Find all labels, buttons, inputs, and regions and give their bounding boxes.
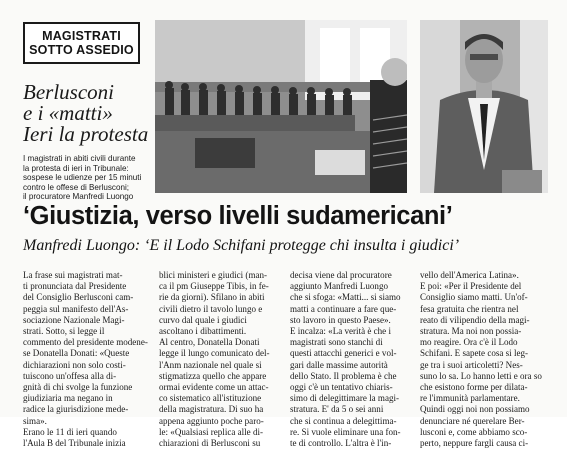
article-line: co sistematico all'istituzione <box>159 393 262 404</box>
article-line: La frase sui magistrati mat- <box>23 270 123 280</box>
caption-line: il procuratore Manfredi Luongo <box>23 192 134 202</box>
article-line: vello dell'America Latina». <box>420 270 519 280</box>
article-line: che esistono forme per dilata- <box>420 382 528 393</box>
kicker-line-1: MAGISTRATI <box>42 29 121 43</box>
article-line: sto lavoro in questo Paese». <box>290 314 391 325</box>
article-column-3 <box>290 270 417 449</box>
article-line: giudiziaria ma negano in <box>23 393 113 404</box>
article-line: fesa gratuita che rientra nel <box>420 303 519 314</box>
article-line: perto, neppure fargli causa ci- <box>420 438 529 449</box>
article-line: blici ministeri e giudici (man- <box>159 270 268 280</box>
article-line: sociazione Nazionale Magi- <box>23 314 125 325</box>
article-line: stratura. Ma noi non possia- <box>420 326 522 337</box>
headline: ‘Giustizia, verso livelli sudamericani’ <box>23 202 453 230</box>
article-line: reato di vilipendio della magi- <box>420 314 530 325</box>
article-line: commento del presidente modene- <box>23 337 148 348</box>
article-line: lusconi e, come abbiamo sco- <box>420 426 528 437</box>
article-line: suno lo sa. Lo hanno letti e ora so <box>420 370 542 381</box>
caption-line: sospese le udienze per 15 minuti <box>23 173 142 183</box>
article-line: strati. Sotto, si legge il <box>23 326 105 337</box>
article-line: appena aggiunto poche paro- <box>159 415 264 426</box>
article-line: magistrati sono stanchi di <box>290 337 383 348</box>
article-line: legge il lungo comunicato del- <box>159 348 270 359</box>
caption-line: contro le offese di Berlusconi; <box>23 182 130 192</box>
article-line: te di controllo. L'altra è l'in- <box>290 438 392 449</box>
photo-caption <box>23 154 153 202</box>
article-line: mo reagire. Ora c'è il Lodo <box>420 337 518 348</box>
article-line: ca il pm Giuseppe Tibis, in fe- <box>159 281 269 292</box>
deck-subtitle: Manfredi Luongo: ‘E il Lodo Schifani protegge chi insulta i giudici’ <box>23 237 460 254</box>
article-line: gnità di chi svolge la funzione <box>23 382 133 393</box>
article-line: tuiscono un'offesa alla di- <box>23 370 117 381</box>
caption-line: la protesta di ieri in Tribunale: <box>23 163 129 173</box>
article-line: le: «Qualsiasi replica alle di- <box>159 426 263 437</box>
subhead-line-2: e i «matti» <box>23 101 113 125</box>
article-line: re l'immunità parlamentare. <box>420 393 520 404</box>
article-line: Al centro, Donatella Donati <box>159 337 260 348</box>
subhead-line-1: Berlusconi <box>23 80 114 104</box>
article-line: l'Anm nazionale nel quale si <box>159 359 262 370</box>
article-line: ge tra i suoi articoletti? Nes- <box>420 359 523 370</box>
prosecutor-portrait-photo <box>420 20 548 193</box>
article-line: civili dietro il tavolo lungo e <box>159 303 263 314</box>
article-line: Quindi oggi noi non possiamo <box>420 404 530 415</box>
article-line: denunciare né querelare Ber- <box>420 415 525 426</box>
article-line: re. Si vuole eliminare una fon- <box>290 426 401 437</box>
caption-line: I magistrati in abiti civili durante <box>23 154 136 163</box>
article-line: della magistratura. Di suo ha <box>159 404 264 415</box>
article-line: stigmatizza quello che appare <box>159 370 267 381</box>
subhead-line-3: Ieri la protesta <box>23 122 149 146</box>
article-line: che si sfoga: «Matti... si siamo <box>290 292 401 303</box>
article-line: peggia sul manifesto dell'As- <box>23 303 129 314</box>
article-line: Erano le 11 di ieri quando <box>23 426 117 437</box>
article-column-4 <box>420 270 547 449</box>
article-line: E incalza: «La verità è che i <box>290 326 391 337</box>
article-line: se Donatella Donati: «Queste <box>23 348 130 359</box>
article-line: radice la giurisdizione mede- <box>23 404 129 415</box>
article-line: ormai evidente come un attac- <box>159 382 269 393</box>
article-line: Consiglio siamo matti. Un'of- <box>420 292 528 303</box>
article-line: curvo dal quale i giudici <box>159 314 247 325</box>
article-line: questi attacchi generici e vol- <box>290 348 397 359</box>
article-line: Schifani. E sapete cosa si leg- <box>420 348 529 359</box>
article-line: del Consiglio Berlusconi cam- <box>23 292 134 303</box>
article-line: l'Aula B del Tribunale inizia <box>23 438 126 449</box>
article-line: gari dalle massime autorità <box>290 359 388 370</box>
article-column-1 <box>23 270 150 449</box>
subheadline <box>23 82 153 145</box>
section-kicker-box <box>23 22 140 64</box>
article-line: chiarazioni di Berlusconi su <box>159 438 261 449</box>
article-line: ascoltano i dibattimenti. <box>159 326 247 337</box>
article-line: stratura. E' da 5 o sei anni <box>290 404 384 415</box>
article-line: rie da giorni). Sfilano in abiti <box>159 292 265 303</box>
article-line: sima». <box>23 415 47 426</box>
article-column-2 <box>159 270 286 449</box>
article-line: ti pronunciata dal Presidente <box>23 281 127 292</box>
article-line: decisa viene dal procuratore <box>290 270 392 280</box>
article-line: oggi c'è un tentativo chiaris- <box>290 382 393 393</box>
article-line: dichiarazioni non solo costi- <box>23 359 126 370</box>
courtroom-protest-photo <box>155 20 407 193</box>
article-line: E poi: «Per il Presidente del <box>420 281 522 292</box>
kicker-line-2: SOTTO ASSEDIO <box>29 43 134 57</box>
article-line: simo di delegittimare la magi- <box>290 393 400 404</box>
article-line: matti a continuare a fare que- <box>290 303 397 314</box>
article-line: dello Stato. Il problema è che <box>290 370 397 381</box>
article-line: che si continua a delegittima- <box>290 415 397 426</box>
article-line: aggiunto Manfredi Luongo <box>290 281 388 292</box>
